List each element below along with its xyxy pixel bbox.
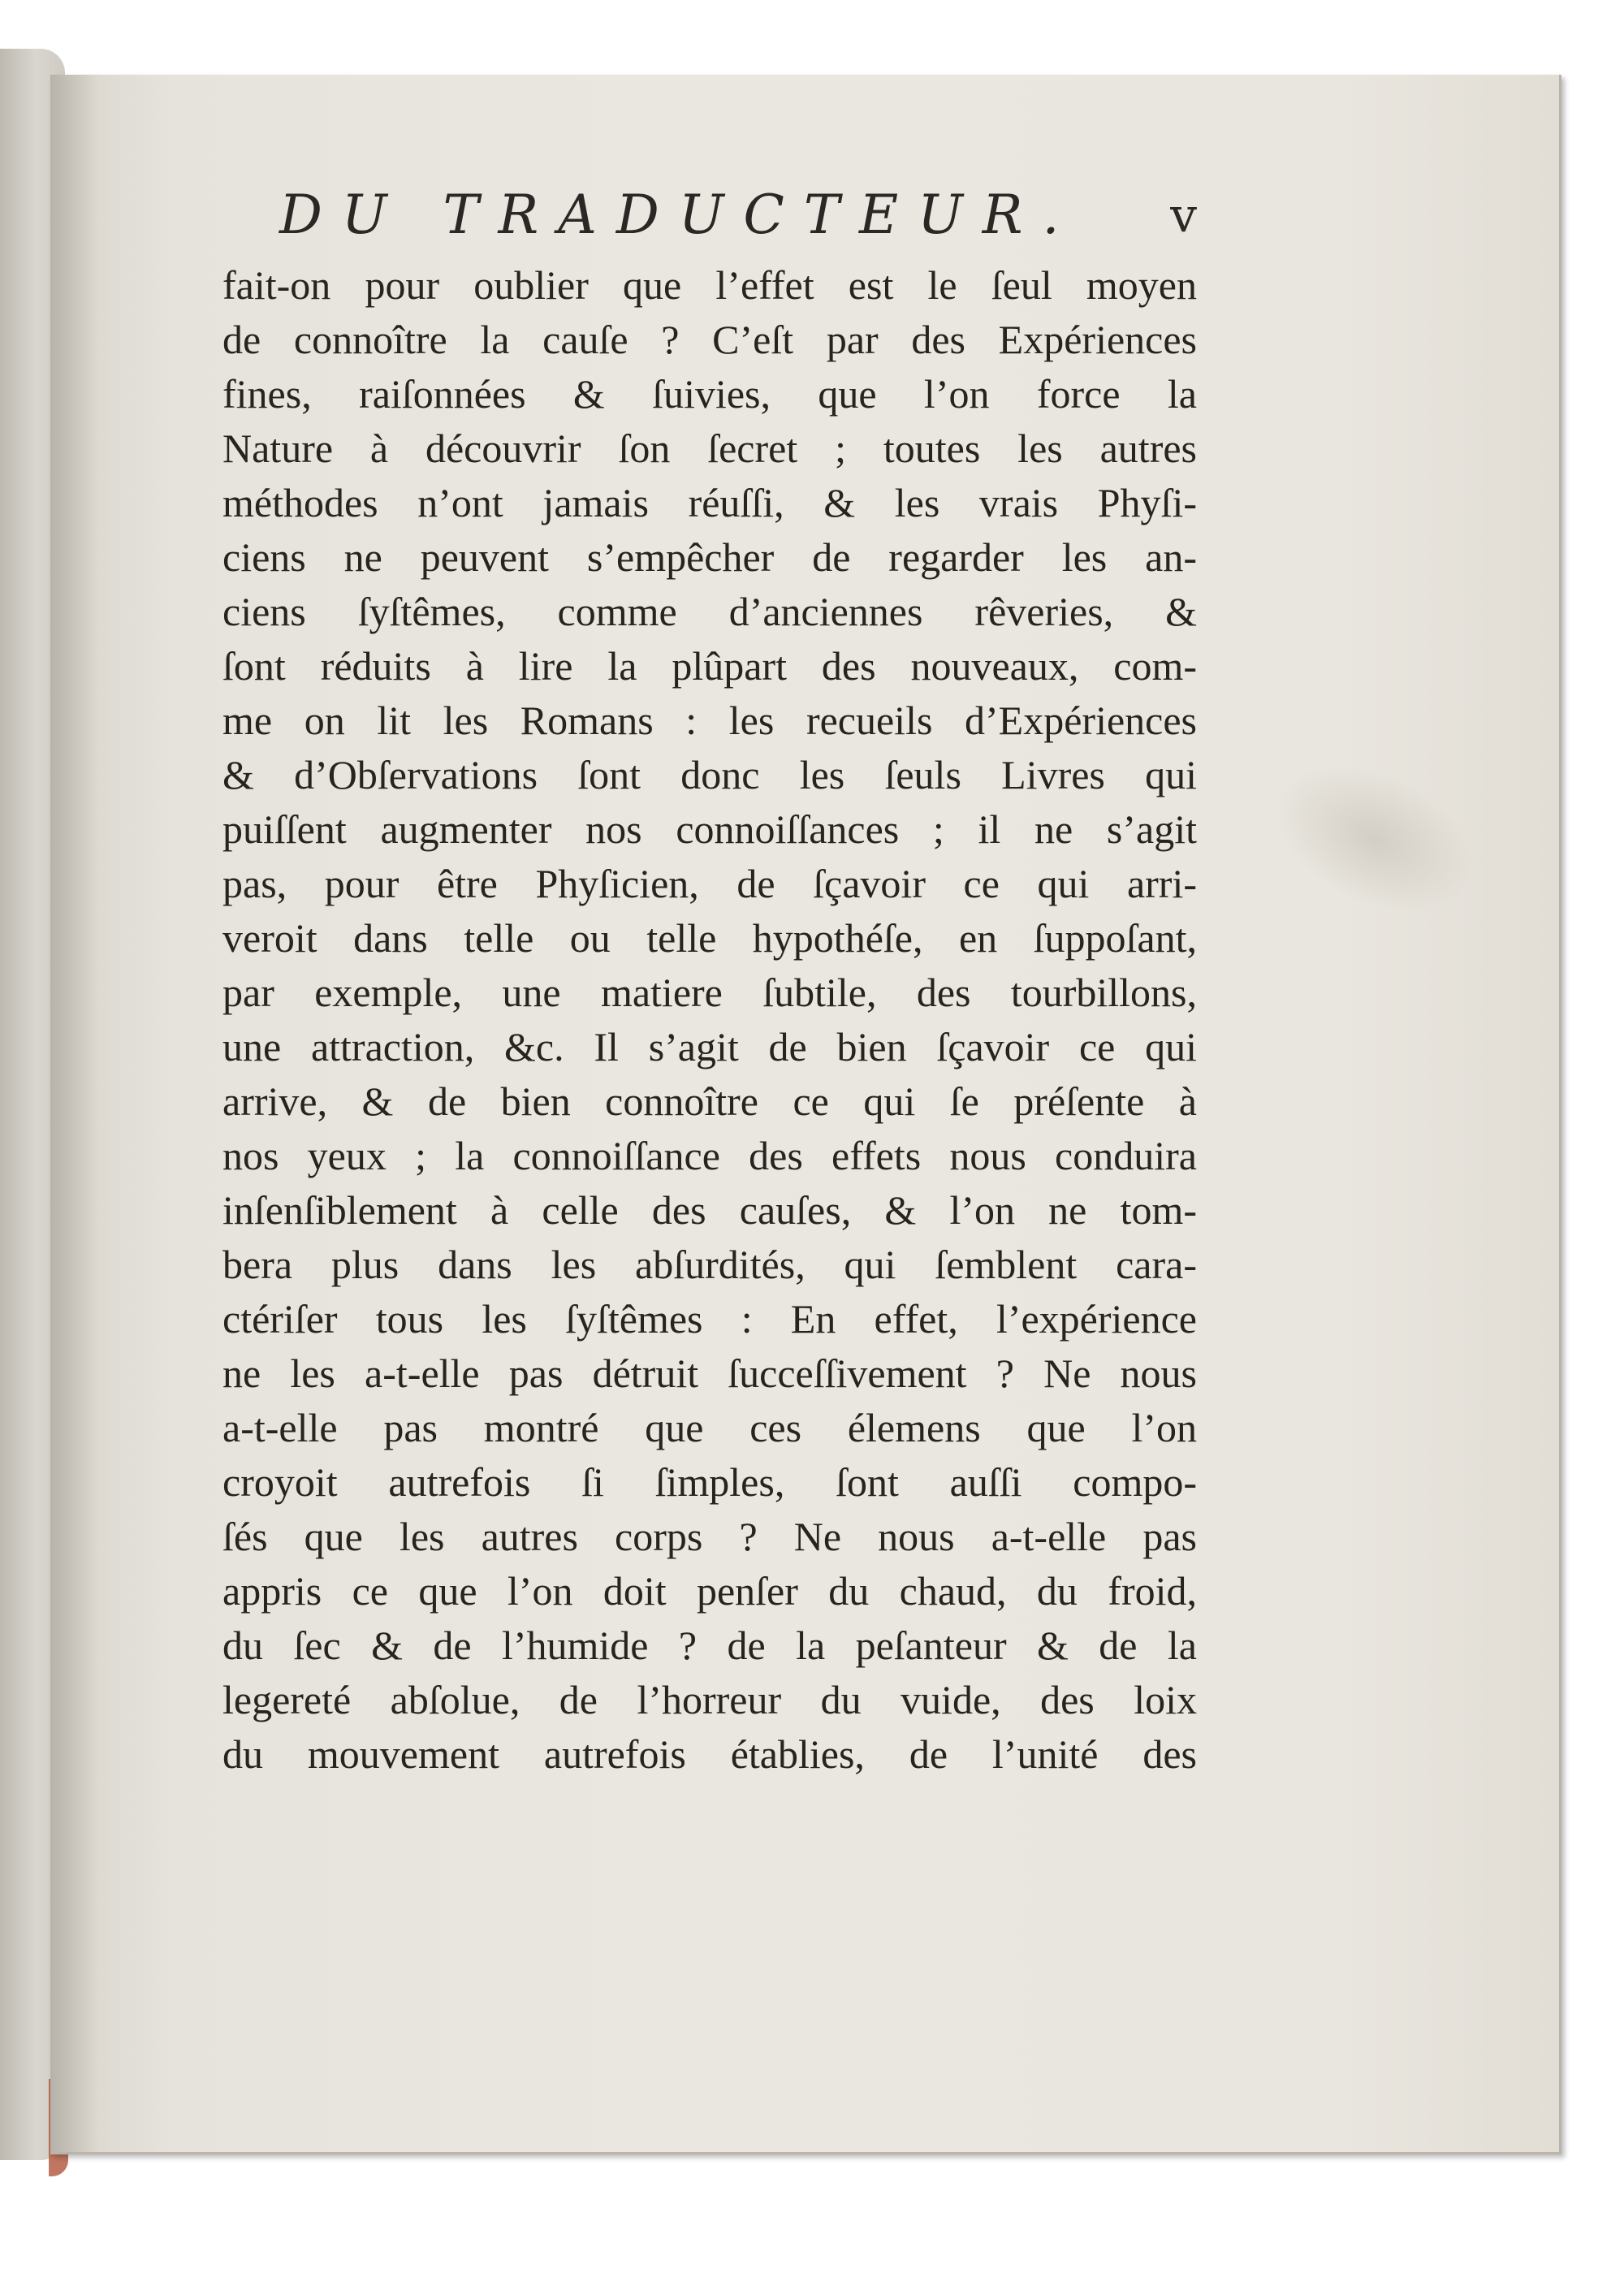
body-text bbox=[222, 258, 1197, 1782]
text-line: ciens ne peuvent s’empêcher de regarder les an- bbox=[222, 534, 1197, 580]
text-line: appris ce que l’on doit penſer du chaud, du froid, bbox=[222, 1568, 1197, 1614]
text-line: pas, pour être Phyſicien, de ſçavoir ce qui arri- bbox=[222, 861, 1197, 906]
spine-shadow bbox=[50, 75, 99, 2152]
text-line: puiſſent augmenter nos connoiſſances ; il ne s’agit bbox=[222, 806, 1197, 852]
text-line: ciens ſyſtêmes, comme d’anciennes rêveries, & bbox=[222, 589, 1197, 634]
text-line: du mouvement autrefois établies, de l’unité des bbox=[222, 1731, 1197, 1777]
text-line: croyoit autrefois ſi ſimples, ſont auſſi compo- bbox=[222, 1459, 1197, 1505]
text-line: de connoître la cauſe ? C’eſt par des Expériences bbox=[222, 317, 1197, 362]
text-line: par exemple, une matiere ſubtile, des tourbillons, bbox=[222, 970, 1197, 1015]
text-line: fines, raiſonnées & ſuivies, que l’on force la bbox=[222, 371, 1197, 417]
text-line: une attraction, &c. Il s’agit de bien ſçavoir ce qui bbox=[222, 1024, 1197, 1070]
text-line: méthodes n’ont jamais réuſſi, & les vrais Phyſi- bbox=[222, 480, 1197, 525]
page-stain bbox=[1250, 735, 1497, 942]
text-line: & d’Obſervations ſont donc les ſeuls Livres qui bbox=[222, 752, 1197, 797]
page-number: v bbox=[1170, 188, 1197, 243]
text-line: ne les a-t-elle pas détruit ſucceſſivement ? Ne nous bbox=[222, 1350, 1197, 1396]
text-line: ſés que les autres corps ? Ne nous a-t-elle pas bbox=[222, 1514, 1197, 1559]
text-line: me on lit les Romans : les recueils d’Expériences bbox=[222, 698, 1197, 743]
text-line: ctériſer tous les ſyſtêmes : En effet, l’expérience bbox=[222, 1296, 1197, 1342]
text-line: bera plus dans les abſurdités, qui ſemblent cara- bbox=[222, 1242, 1197, 1287]
text-line: Nature à découvrir ſon ſecret ; toutes les autres bbox=[222, 426, 1197, 471]
page-header bbox=[279, 171, 1197, 260]
text-line: inſenſiblement à celle des cauſes, & l’on ne tom- bbox=[222, 1187, 1197, 1233]
text-line: ſont réduits à lire la plûpart des nouveaux, com- bbox=[222, 643, 1197, 689]
text-line: fait-on pour oublier que l’effet est le ſeul moyen bbox=[222, 262, 1197, 308]
text-line: nos yeux ; la connoiſſance des effets nous conduira bbox=[222, 1133, 1197, 1178]
text-line: du ſec & de l’humide ? de la peſanteur & de la bbox=[222, 1623, 1197, 1668]
text-line: a-t-elle pas montré que ces élemens que l’on bbox=[222, 1405, 1197, 1450]
running-head: DU TRADUCTEUR. bbox=[279, 184, 1079, 246]
text-line: legereté abſolue, de l’horreur du vuide, des loix bbox=[222, 1677, 1197, 1722]
text-line: veroit dans telle ou telle hypothéſe, en ſuppoſant, bbox=[222, 915, 1197, 961]
text-line: arrive, & de bien connoître ce qui ſe préſente à bbox=[222, 1078, 1197, 1124]
